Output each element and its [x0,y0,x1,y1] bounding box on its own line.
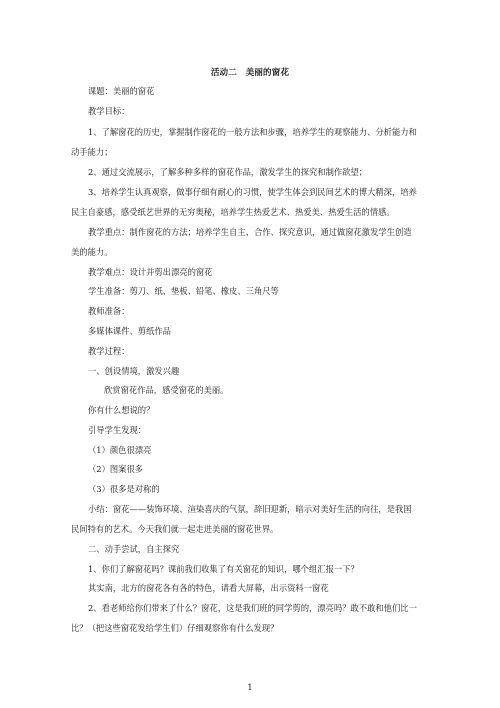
text-line: 民间特有的艺术。今天我们就一起走进美丽的窗花世界。 [71,524,279,534]
text-line: （2）图案很多 [88,464,144,474]
text-line: 3、培养学生认真观察，做事仔细有耐心的习惯，使学生体会到民间艺术的博大精深，培养 [88,187,417,197]
text-line: 美的能力。 [71,247,113,257]
text-line: 教学难点：设计并剪出漂亮的窗花 [88,267,213,277]
document-title: 活动二 美丽的窗花 [210,68,290,78]
text-line: 民主自豪感，感受纸艺世界的无穷奥秘，培养学生热爱艺术、热爱美、热爱生活的情感。 [71,207,395,217]
text-line: 一、创设情境，激发兴趣 [88,366,180,376]
text-line: 多媒体课件、剪纸作品 [88,326,171,336]
text-line: 教学过程： [88,346,130,356]
text-line: （1）颜色很漂亮 [88,445,152,455]
text-line: 小结：窗花——装饰环境、渲染喜庆的气氛，辞旧迎新，暗示对美好生活的向往，是我国 [88,504,412,514]
text-line: 二、动手尝试，自主探究 [88,544,180,554]
text-line: 比？（把这些窗花发给学生们）仔细观察你有什么发现？ [71,623,279,633]
text-line: 其实南，北方的窗花各有各的特色，请看大屏幕，出示资料一窗花 [88,583,329,593]
text-line: 教学目标： [88,106,130,116]
text-line: 2、看老师给你们带来了什么？窗花，这是我们班的同学剪的，漂亮吗？敢不敢和他们比一 [88,603,417,613]
text-line: 教学重点：制作窗花的方法；培养学生自主、合作、探究意识，通过做窗花激发学生创造 [88,227,412,237]
text-line: 1、你们了解窗花吗？课前我们收集了有关窗花的知识，哪个组汇报一下？ [88,564,359,574]
text-line: 2、通过交流展示，了解多种多样的窗花作品，激发学生的探究和制作欲望； [88,167,368,177]
text-line: 引导学生发现： [88,425,147,435]
text-line: 1、了解窗花的历史，掌握制作窗花的一般方法和步骤，培养学生的观察能力、分析能力和 [88,127,417,137]
text-line: 欣赏窗花作品，感受窗花的美丽。 [104,385,229,395]
text-line: 学生准备：剪刀、纸、垫板、铅笔、橡皮、三角尺等 [88,286,279,296]
text-line: 你有什么想说的？ [88,405,155,415]
text-line: （3）很多是对称的 [88,484,160,494]
page-number: 1 [247,683,253,693]
text-line: 课题：美丽的窗花 [88,86,155,96]
text-line: 教师准备： [88,306,130,316]
text-line: 动手能力； [71,147,113,157]
